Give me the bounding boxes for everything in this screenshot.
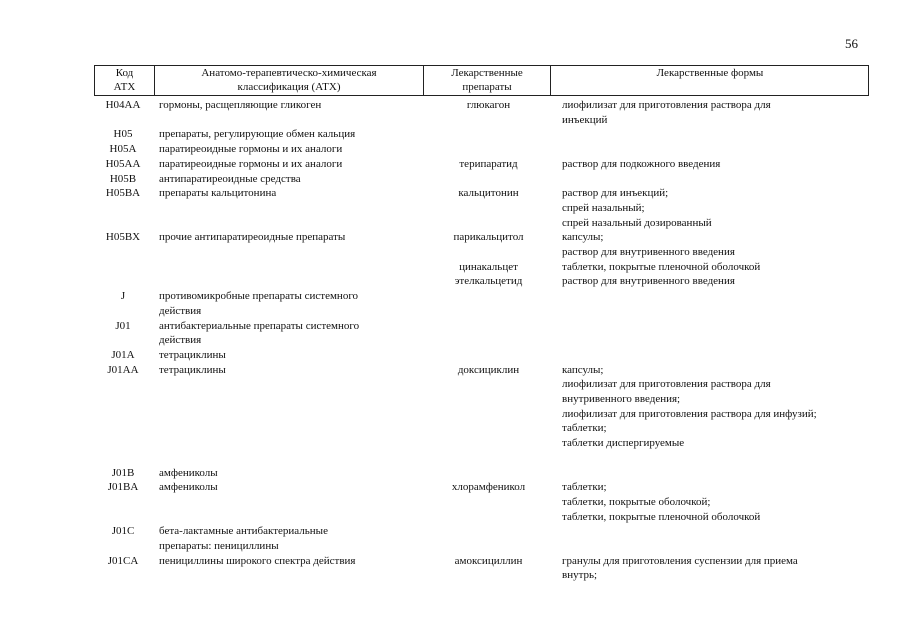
atc-classification-line: препараты кальцитонина [159, 187, 277, 200]
atc-classification-line: антипаратиреоидные средства [159, 172, 301, 185]
atc-classification-line: антибактериальные препараты системного [159, 319, 360, 332]
atc-classification [159, 363, 411, 378]
atc-classification [159, 524, 411, 553]
atc-code: H05A [109, 143, 137, 156]
dosage-forms [562, 363, 882, 451]
dosage-forms-line: инъекций [562, 113, 608, 126]
atc-code: J01CA [107, 554, 139, 567]
dosage-forms [562, 554, 882, 583]
atc-code: J01C [111, 525, 135, 538]
dosage-forms-line: таблетки диспергируемые [562, 437, 685, 450]
header-drugs: Лекарственные препараты [451, 67, 523, 93]
drug-name [425, 260, 552, 275]
dosage-forms-line: таблетки; [562, 422, 607, 435]
atc-classification-line: бета-лактамные антибактериальные [159, 525, 328, 538]
atc-code: J01BA [107, 481, 139, 494]
dosage-forms-line: спрей назальный; [562, 201, 645, 214]
drug-name [425, 480, 552, 495]
drug-name-line: глюкагон [466, 99, 511, 111]
dosage-forms-line: лиофилизат для приготовления раствора для инфузий; [562, 407, 817, 420]
atc-classification [159, 466, 411, 481]
atc-classification [159, 157, 411, 172]
dosage-forms [562, 186, 882, 230]
atc-classification-line: паратиреоидные гормоны и их аналоги [159, 157, 343, 170]
dosage-forms-line: таблетки, покрытые оболочкой; [562, 495, 711, 508]
drug-name-line: доксициклин [457, 363, 520, 376]
atc-classification [159, 186, 411, 201]
dosage-forms [562, 157, 882, 172]
drug-name [425, 98, 552, 113]
drug-name-line: амоксициллин [454, 554, 523, 567]
drug-name [425, 363, 552, 378]
dosage-forms [562, 480, 882, 524]
drug-name [425, 274, 552, 289]
atc-classification [159, 172, 411, 187]
atc-classification [159, 98, 411, 113]
atc-classification-line: препараты, регулирующие обмен кальция [159, 128, 356, 141]
atc-code: H04AA [105, 99, 141, 111]
dosage-forms [562, 98, 882, 127]
atc-classification [159, 230, 411, 245]
dosage-forms-line: капсулы; [562, 363, 604, 376]
atc-classification-line: действия [159, 304, 202, 317]
atc-classification-line: препараты: пенициллины [159, 540, 279, 552]
atc-classification [159, 127, 411, 142]
atc-classification-line: тетрациклины [159, 348, 226, 361]
table-header [94, 65, 869, 96]
dosage-forms-line: таблетки, покрытые пленочной оболочкой [562, 260, 761, 273]
dosage-forms-line: внутрь; [562, 569, 598, 582]
dosage-forms-line: спрей назальный дозированный [562, 216, 712, 229]
dosage-forms-line: внутривенного введения; [562, 393, 681, 405]
dosage-forms-line: лиофилизат для приготовления раствора для [562, 378, 771, 391]
atc-code: J01AA [107, 363, 139, 376]
dosage-forms-line: капсулы; [562, 231, 604, 244]
dosage-forms [562, 230, 882, 259]
header-classification: Анатомо-терапевтическо-химическая классификация (АТХ) [201, 67, 377, 93]
dosage-forms-line: раствор для внутривенного введения [562, 275, 735, 288]
atc-classification-line: амфениколы [159, 481, 218, 494]
atc-code: H05BX [105, 231, 141, 244]
atc-classification-line: амфениколы [159, 466, 218, 479]
drug-name [425, 230, 552, 245]
drug-name [425, 554, 552, 569]
atc-code: J01 [115, 319, 131, 332]
atc-code: H05BA [105, 187, 141, 200]
drug-name [425, 186, 552, 201]
header-code: Код АТХ [113, 67, 136, 93]
atc-classification-line: действия [159, 334, 202, 347]
atc-classification-line: противомикробные препараты системного [159, 290, 359, 303]
atc-classification [159, 142, 411, 157]
atc-code: J [120, 290, 126, 303]
atc-code: H05B [109, 172, 137, 185]
atc-classification-line: гормоны, расщепляющие гликоген [159, 99, 322, 111]
header-forms: Лекарственные формы [656, 67, 764, 79]
dosage-forms-line: таблетки, покрытые пленочной оболочкой [562, 510, 761, 523]
atc-classification-line: прочие антипаратиреоидные препараты [159, 231, 346, 244]
atc-classification [159, 348, 411, 363]
dosage-forms-line: раствор для инъекций; [562, 187, 669, 200]
page-number: 56 [845, 36, 858, 51]
atc-classification-line: пенициллины широкого спектра действия [159, 554, 356, 567]
atc-classification [159, 554, 411, 569]
drug-name-line: хлорамфеникол [451, 481, 526, 494]
dosage-forms [562, 260, 882, 275]
drug-name-line: этелкальцетид [454, 275, 523, 288]
dosage-forms [562, 274, 882, 289]
drug-name-line: кальцитонин [458, 187, 519, 200]
drug-name [425, 157, 552, 172]
atc-code: H05 [113, 128, 133, 141]
atc-classification-line: тетрациклины [159, 363, 226, 376]
drug-name-line: парикальцитол [453, 231, 524, 244]
drug-name-line: цинакальцет [459, 260, 518, 273]
atc-code: J01A [111, 348, 135, 361]
atc-classification-line: паратиреоидные гормоны и их аналоги [159, 143, 343, 156]
dosage-forms-line: таблетки; [562, 481, 607, 494]
dosage-forms-line: раствор для внутривенного введения [562, 246, 735, 258]
atc-code: H05AA [105, 157, 141, 170]
atc-code: J01B [111, 466, 135, 479]
dosage-forms-line: лиофилизат для приготовления раствора для [562, 99, 771, 111]
atc-classification [159, 319, 411, 348]
atc-classification [159, 289, 411, 318]
dosage-forms-line: гранулы для приготовления суспензии для приема [562, 554, 798, 567]
atc-classification [159, 480, 411, 495]
drug-name-line: терипаратид [459, 157, 518, 170]
dosage-forms-line: раствор для подкожного введения [562, 157, 721, 170]
